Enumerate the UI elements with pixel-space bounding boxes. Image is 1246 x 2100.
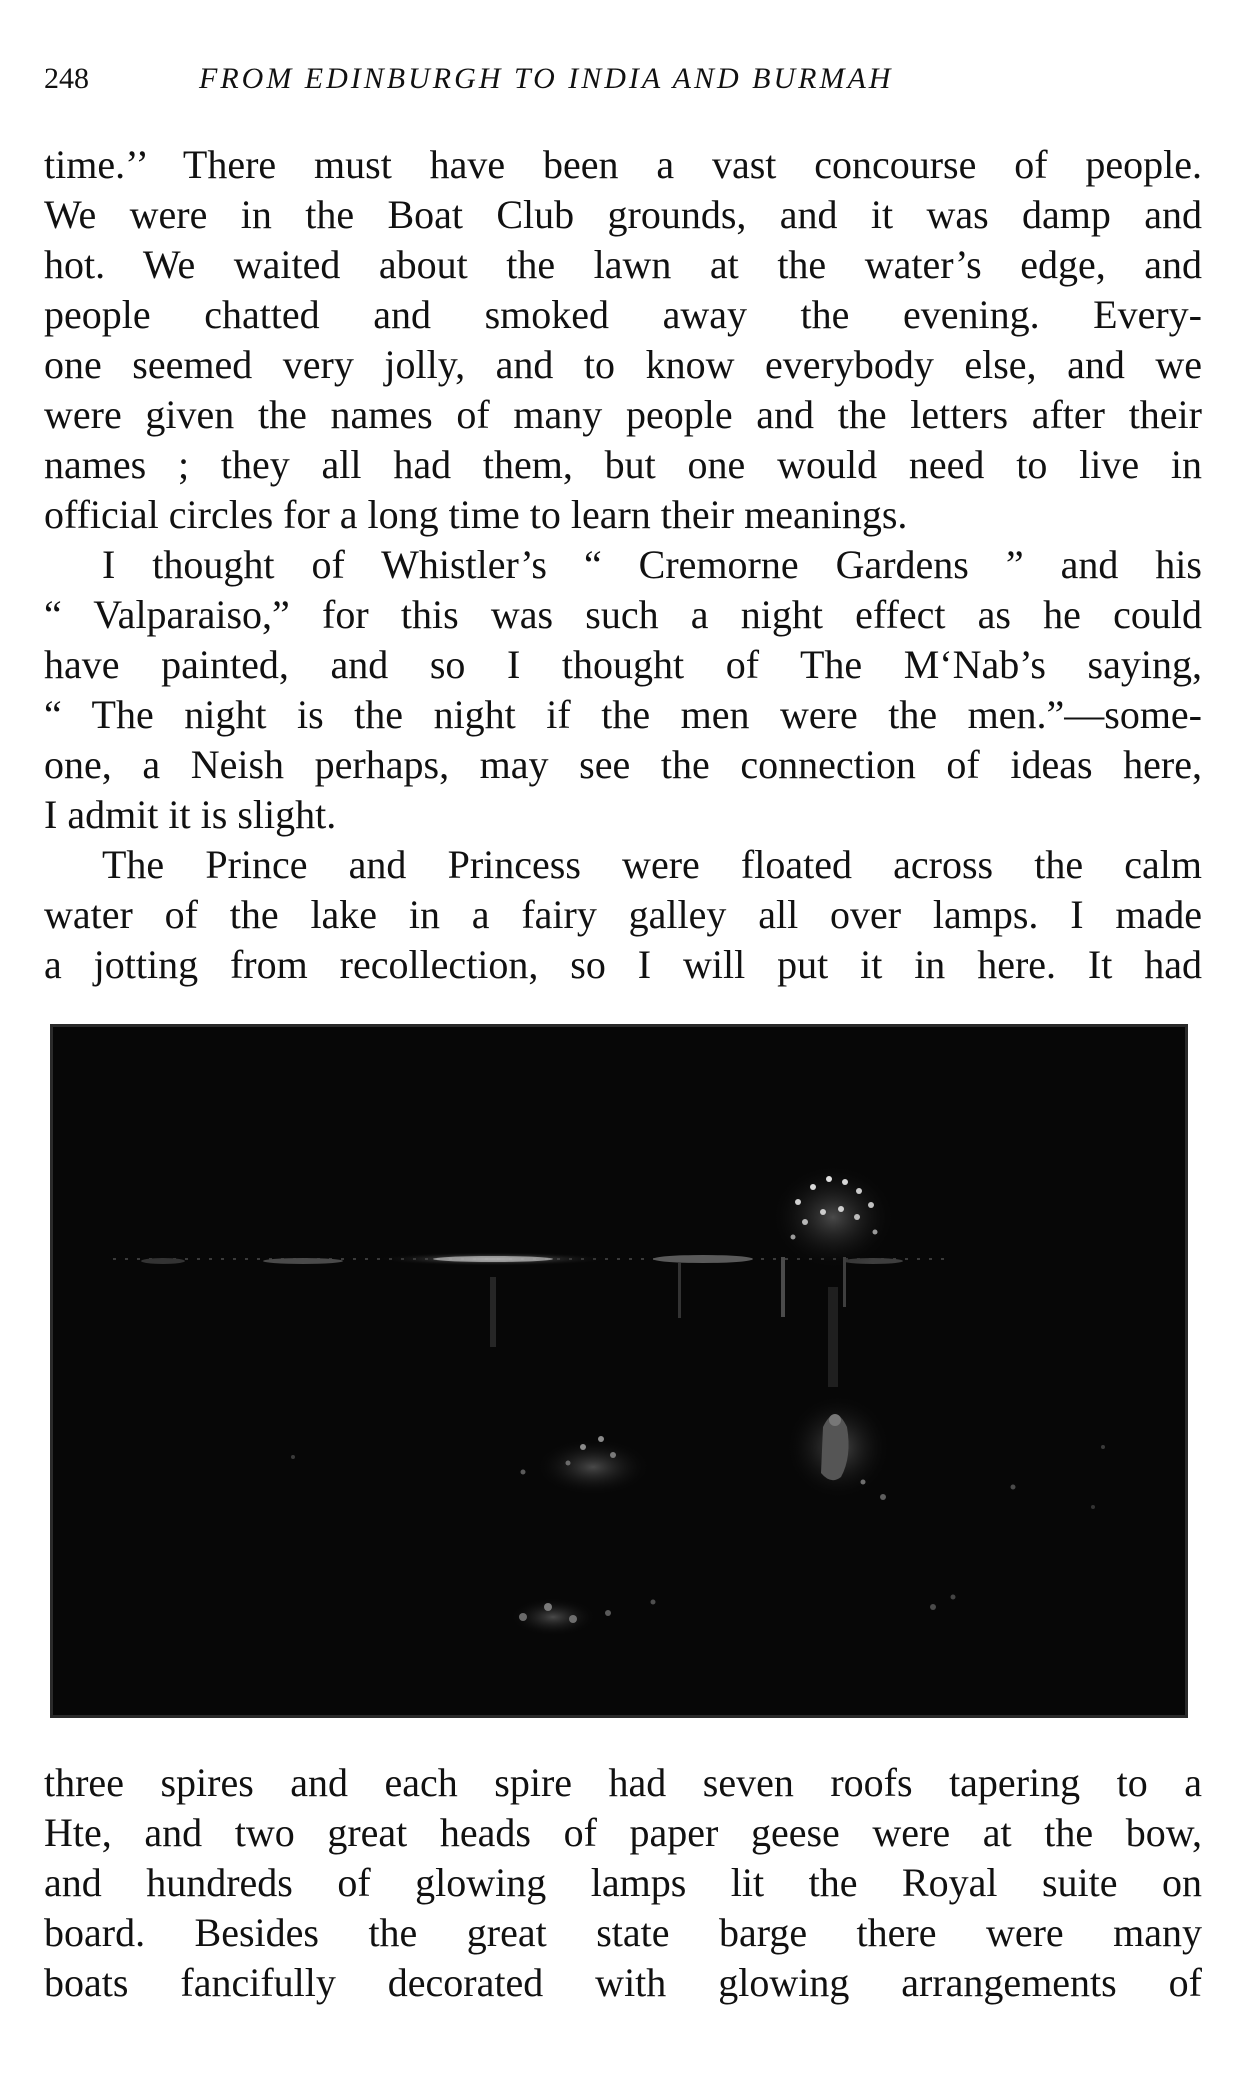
running-title: FROM EDINBURGH TO INDIA AND BURMAH bbox=[199, 62, 894, 95]
text-line: have painted, and so I thought of The M‘Nab’s saying, bbox=[44, 642, 1202, 687]
text-line: were given the names of many people and the letters after their bbox=[44, 392, 1202, 437]
body-text-top bbox=[44, 140, 1202, 990]
text-line: boats fancifully decorated with glowing arrangements of bbox=[44, 1960, 1202, 2005]
text-line: hot. We waited about the lawn at the water’s edge, and bbox=[44, 242, 1202, 287]
text-line: and hundreds of glowing lamps lit the Royal suite on bbox=[44, 1860, 1202, 1905]
text-line: Hte, and two great heads of paper geese were at the bow, bbox=[44, 1810, 1202, 1855]
text-line: water of the lake in a fairy galley all over lamps. I made bbox=[44, 892, 1202, 937]
paragraph bbox=[44, 840, 1202, 990]
illustration-night-barge bbox=[50, 1024, 1188, 1718]
text-line: one seemed very jolly, and to know everybody else, and we bbox=[44, 342, 1202, 387]
text-line: time.’’ There must have been a vast concourse of people. bbox=[44, 142, 1202, 187]
text-line: I thought of Whistler’s “ Cremorne Gardens ” and his bbox=[102, 542, 1202, 587]
text-line: The Prince and Princess were floated across the calm bbox=[102, 842, 1202, 887]
page-number: 248 bbox=[44, 62, 89, 95]
text-line: board. Besides the great state barge there were many bbox=[44, 1910, 1202, 1955]
text-line: three spires and each spire had seven roofs tapering to a bbox=[44, 1760, 1202, 1805]
paragraph bbox=[44, 1758, 1202, 2008]
paragraph bbox=[44, 140, 1202, 540]
body-text-bottom bbox=[44, 1758, 1202, 2008]
text-line: names ; they all had them, but one would need to live in bbox=[44, 442, 1202, 487]
text-line: “ Valparaiso,” for this was such a night effect as he could bbox=[44, 592, 1202, 637]
text-line: I admit it is slight. bbox=[44, 792, 337, 837]
page-header bbox=[44, 62, 1184, 102]
illustration-graphic bbox=[53, 1027, 1185, 1715]
paragraph bbox=[44, 540, 1202, 840]
text-line: “ The night is the night if the men were the men.”—some- bbox=[44, 692, 1202, 737]
text-line: a jotting from recollection, so I will put it in here. It had bbox=[44, 942, 1202, 987]
text-line: We were in the Boat Club grounds, and it was damp and bbox=[44, 192, 1202, 237]
text-line: official circles for a long time to learn their meanings. bbox=[44, 492, 908, 537]
text-line: people chatted and smoked away the evening. Every- bbox=[44, 292, 1202, 337]
text-line: one, a Neish perhaps, may see the connection of ideas here, bbox=[44, 742, 1202, 787]
